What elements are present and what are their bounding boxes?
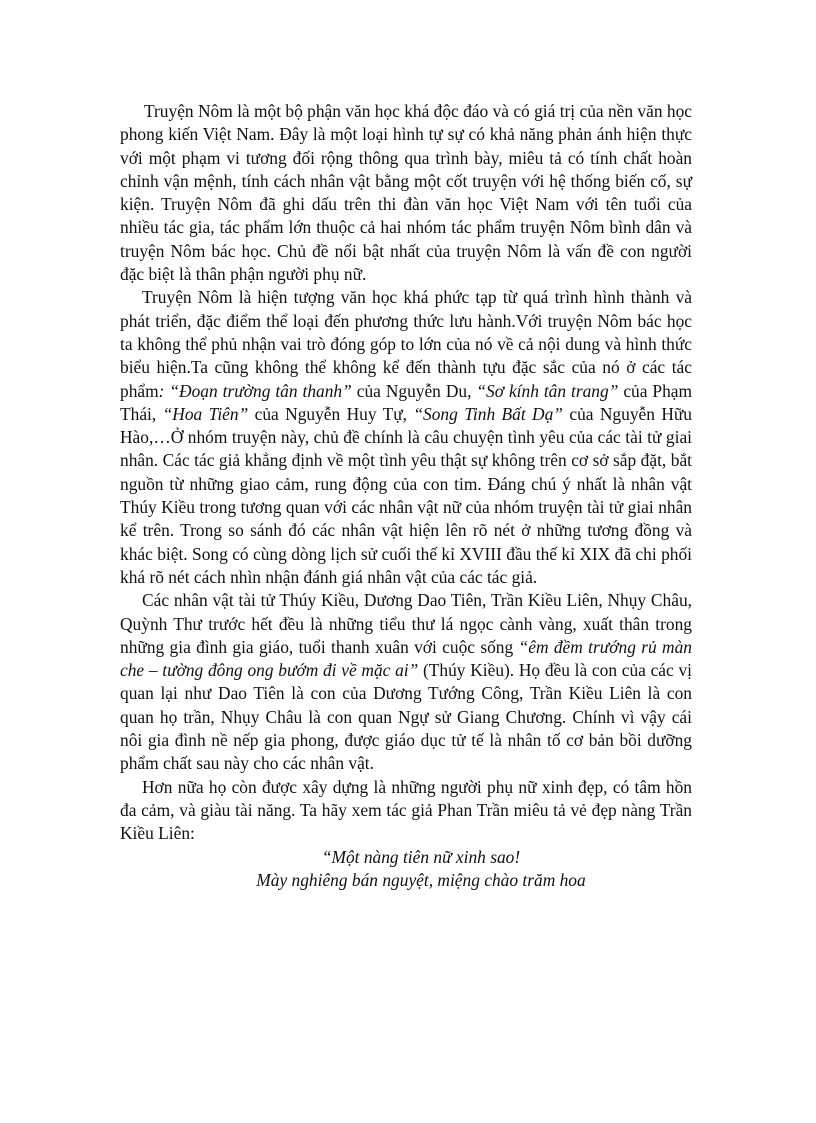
paragraph-text: của Phạm Thái, <box>120 380 693 424</box>
verse-line: Mày nghiêng bán nguyệt, miệng chào trăm hoa <box>256 870 586 890</box>
paragraph-nom-academic <box>120 286 692 589</box>
paragraph-text: (Thúy Kiều). Họ đều là con của các vị quan lại như Dao Tiên là con của Dương Tướng Công, Trần Kiều Liên là con quan họ trần, Nhụy Châu là con quan Ngự sử Giang Chương. Chính vì vậy cái nôi gia đình nề nếp gia phong, được giáo dục tử tế là nhân tố cơ bản bồi dưỡng phẩm chất sau này cho các nhân vật. <box>120 660 692 774</box>
work-title: “Song Tinh Bất Dạ” <box>413 403 563 424</box>
work-title: : “Đoạn trường tân thanh” <box>158 380 352 401</box>
paragraph-text: Các nhân vật tài tử Thúy Kiều, Dương Dao Tiên, Trần Kiều Liên, Nhụy Châu, Quỳnh Thư trước hết đều là những tiểu thư lá ngọc cành vàng, xuất thân trong những gia đình gia giáo, tuổi thanh xuân với cuộc sống <box>120 590 692 657</box>
paragraph-text: của Nguyễn Huy Tự, <box>248 403 414 424</box>
paragraph-intro: Truyện Nôm là một bộ phận văn học khá độc đáo và có giá trị của nền văn học phong kiến Việt Nam. Đây là một loại hình tự sự có khả năng phản ánh hiện thực với một phạm vi tương đối rộng thông qua trình bày, miêu tả có tính chất hoàn chỉnh vận mệnh, tính cách nhân vật bằng một cốt truyện với hệ thống biến cố, sự kiện. Truyện Nôm đã ghi dấu trên thi đàn văn học Việt Nam với tên tuổi của nhiều tác gia, tác phẩm lớn thuộc cả hai nhóm tác phẩm truyện Nôm bình dân và truyện Nôm bác học. Chủ đề nổi bật nhất của truyện Nôm là vấn đề con người đặc biệt là thân phận người phụ nữ. <box>120 101 692 285</box>
paragraph-text: Truyện Nôm là hiện tượng văn học khá phức tạp từ quá trình hình thành và phát triển, đặc điểm thể loại đến phương thức lưu hành.Với truyện Nôm bác học ta không thể phủ nhận vai trò đóng góp to lớn của nó về cả nội dung và hình thức biểu hiện.Ta cũng không thể không kể đến thành tựu đặc sắc của nó ở các tác phẩm <box>120 287 692 401</box>
paragraph-text: của Nguyễn Hữu Hào,…Ở nhóm truyện này, chủ đề chính là câu chuyện tình yêu của các tài tử giai nhân. Các tác giả khẳng định về một tình yêu thật sự không trên cơ sở sắp đặt, bắt nguồn từ những giao cảm, rung động của con tim. Đáng chú ý nhất là nhân vật Thúy Kiều trong tương quan với các nhân vật nữ của nhóm truyện tài tử giai nhân kể trên. Trong so sánh đó các nhân vật hiện lên rõ nét ở những tương đồng và khác biệt. Song có cùng dòng lịch sử cuối thế kỉ XVIII đầu thế kỉ XIX đã chi phối khá rõ nét cách nhìn nhận đánh giá nhân vật của các tác giả. <box>120 403 692 587</box>
paragraph-text: của Nguyễn Du, <box>351 380 477 401</box>
quotation: “êm đềm trướng rủ màn che – tường đông ong bướm đi về mặc ai” <box>120 636 692 681</box>
paragraph-beauty: Hơn nữa họ còn được xây dựng là những người phụ nữ xinh đẹp, có tâm hồn đa cảm, và giàu tài năng. Ta hãy xem tác giả Phan Trần miêu tả vẻ đẹp nàng Trần Kiều Liên: <box>120 776 692 844</box>
work-title: “Hoa Tiên” <box>162 403 249 424</box>
verse-line: “Một nàng tiên nữ xinh sao! <box>321 846 521 867</box>
work-title: “Sơ kính tân trang” <box>476 380 619 401</box>
paragraph-characters <box>120 589 692 775</box>
document-body <box>120 100 692 893</box>
